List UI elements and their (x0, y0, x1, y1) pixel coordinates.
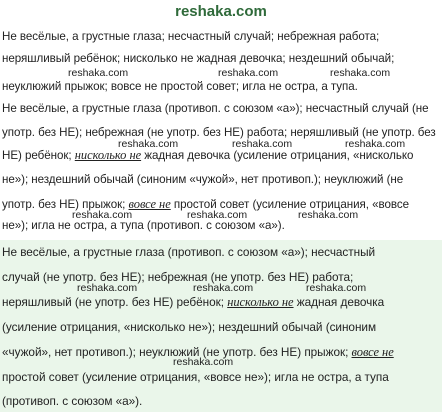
answer-line-3-end: жадная девочка (293, 295, 385, 309)
explain-line-4: не»); нездешний обычай (синоним «чужой», нет противоп.); неуклюжий (не (2, 173, 404, 186)
explain-line-3-start: НЕ) ребёнок; (2, 149, 75, 162)
answer-line-7: (противоп. с союзом «а»). (2, 394, 143, 408)
emphasis-nisk: нисколько не (74, 148, 142, 162)
explain-line-3-end: жадная девочка (усиление отрицания, «нисколько (141, 149, 414, 162)
watermark: reshaka.com (218, 67, 279, 79)
site-header-logo[interactable]: reshaka.com (175, 3, 267, 20)
watermark: reshaka.com (330, 67, 391, 79)
answer-line-5-start: «чужой», нет противоп.); неуклюжий (не употр. без НЕ) прыжок; (2, 345, 352, 359)
watermark: reshaka.com (77, 282, 138, 294)
watermark: reshaka.com (232, 138, 293, 150)
watermark: reshaka.com (173, 356, 234, 368)
answer-line-4: (усиление отрицания, «нисколько не»); нездешний обычай (синоним (2, 320, 377, 334)
explain-line-1: Не весёлые, а грустные глаза (противоп. с союзом «а»); несчастный случай (не (2, 102, 429, 115)
answer-line-1: Не весёлые, а грустные глаза (противоп. с союзом «а»); несчастный (2, 245, 376, 259)
explain-line-2: употр. без НЕ); небрежная (не употр. без НЕ) работа; неряшливый (не употр. без (2, 126, 436, 139)
task-line-1: Не весёлые, а грустные глаза; несчастный случай; небрежная работа; (2, 30, 380, 43)
task-line-2: неряшливый ребёнок; нисколько не жадная девочка; нездешний обычай; (2, 52, 395, 65)
explain-line-5-end: простой совет (усиление отрицания, «вовсе (170, 198, 410, 211)
answer-line-3-start: неряшливый (не употр. без НЕ) ребёнок; (2, 295, 228, 309)
answer-line-2: случай (не употр. без НЕ); небрежная (не употр. без НЕ) работа; (2, 270, 354, 284)
watermark: reshaka.com (187, 209, 248, 221)
explain-line-3 (2, 148, 440, 163)
watermark: reshaka.com (72, 209, 133, 221)
answer-line-3 (2, 295, 440, 310)
answer-line-6: простой совет (усиление отрицания, «вовсе не»); игла не остра, а тупа (2, 370, 389, 384)
watermark: reshaka.com (193, 282, 254, 294)
watermark: reshaka.com (306, 282, 367, 294)
watermark: reshaka.com (298, 209, 359, 221)
explain-line-6: не»); игла не остра, а тупа (противоп. с союзом «а»). (2, 219, 285, 232)
explain-line-5-start: употр. без НЕ) прыжок; (2, 198, 129, 211)
watermark: reshaka.com (68, 67, 129, 79)
task-line-3: неуклюжий прыжок; вовсе не простой совет; игла не остра, а тупа. (2, 80, 358, 93)
answer-emphasis-nisk: нисколько не (227, 295, 294, 309)
watermark: reshaka.com (118, 138, 179, 150)
answer-emphasis-vovse: вовсе не (351, 345, 394, 359)
watermark: reshaka.com (345, 138, 406, 150)
emphasis-vovse: вовсе не (128, 197, 171, 211)
